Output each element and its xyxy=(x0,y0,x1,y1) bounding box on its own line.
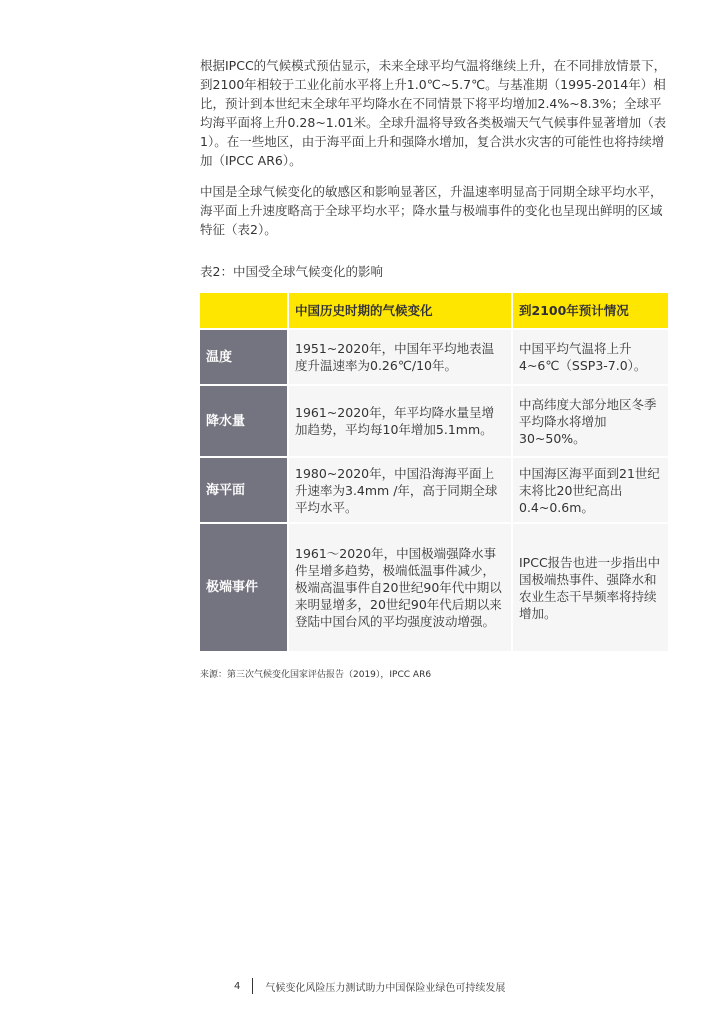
table-row xyxy=(200,329,668,385)
climate-impact-table xyxy=(200,293,668,651)
cell-history: 1980~2020年，中国沿海海平面上升速率为3.4mm /年，高于同期全球平均水平。 xyxy=(288,457,512,523)
table-header-corner xyxy=(200,293,288,329)
cell-forecast: 中高纬度大部分地区冬季平均降水将增加30~50%。 xyxy=(512,385,668,457)
cell-forecast: IPCC报告也进一步指出中国极端热事件、强降水和农业生态干旱频率将持续增加。 xyxy=(512,523,668,651)
footer-divider xyxy=(252,978,253,994)
footer-title: 气候变化风险压力测试助力中国保险业绿色可持续发展 xyxy=(265,982,506,994)
cell-forecast: 中国平均气温将上升4~6℃（SSP3-7.0）。 xyxy=(512,329,668,385)
table-row xyxy=(200,385,668,457)
paragraph-1: 根据IPCC的气候模式预估显示，未来全球平均气温将继续上升，在不同排放情景下，到2100年相较于工业化前水平将上升1.0℃~5.7℃。与基准期（1995-2014年）相比，预计到本世纪末全球年平均降水在不同情景下将平均增加2.4%~8.3%；全球平均海平面将上升0.28~1.01米。全球升温将导致各类极端天气气候事件显著增加（表1）。在一些地区，由于海平面上升和强降水增加，复合洪水灾害的可能性也将持续增加（IPCC AR6）。 xyxy=(200,58,667,168)
row-label-sea-level: 海平面 xyxy=(200,457,288,523)
row-label-precipitation: 降水量 xyxy=(200,385,288,457)
source-note: 来源：第三次气候变化国家评估报告（2019），IPCC AR6 xyxy=(200,670,432,680)
cell-history: 1961~2020年，年平均降水量呈增加趋势，平均每10年增加5.1mm。 xyxy=(288,385,512,457)
table-row xyxy=(200,457,668,523)
table-header-forecast: 到2100年预计情况 xyxy=(512,293,668,329)
cell-forecast: 中国海区海平面到21世纪末将比20世纪高出0.4~0.6m。 xyxy=(512,457,668,523)
page-content xyxy=(200,56,670,680)
table-header-row xyxy=(200,293,668,329)
table-header-history: 中国历史时期的气候变化 xyxy=(288,293,512,329)
page-number: 4 xyxy=(234,980,241,992)
row-label-extreme-events: 极端事件 xyxy=(200,523,288,651)
table-row xyxy=(200,523,668,651)
page-footer xyxy=(234,978,505,994)
cell-history: 1961～2020年，中国极端强降水事件呈增多趋势，极端低温事件减少，极端高温事件自20世纪90年代中期以来明显增多，20世纪90年代后期以来登陆中国台风的平均强度波动增强。 xyxy=(288,523,512,651)
paragraph-2: 中国是全球气候变化的敏感区和影响显著区，升温速率明显高于同期全球平均水平，海平面上升速度略高于全球平均水平；降水量与极端事件的变化也呈现出鲜明的区域特征（表2）。 xyxy=(200,184,663,237)
row-label-temperature: 温度 xyxy=(200,329,288,385)
cell-history: 1951~2020年，中国年平均地表温度升温速率为0.26℃/10年。 xyxy=(288,329,512,385)
table-caption: 表2：中国受全球气候变化的影响 xyxy=(200,264,383,279)
